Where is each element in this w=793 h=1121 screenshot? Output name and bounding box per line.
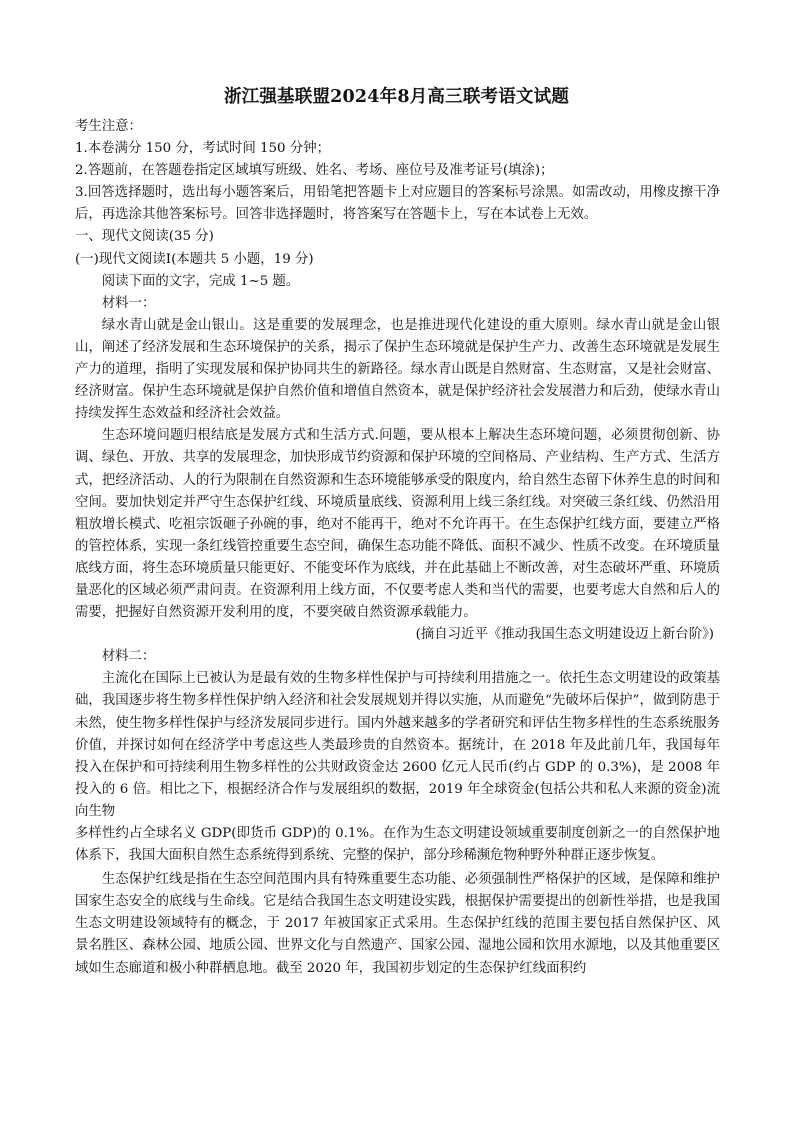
document-body: [75, 116, 720, 980]
material-paragraph: 绿水青山就是金山银山。这是重要的发展理念，也是推进现代化建设的重大原则。绿水青山就是金山银山，阐述了经济发展和生态环境保护的关系，揭示了保护生态环境就是保护生产力、改善生态环境就是发展生产力的道理，指明了实现发展和保护协同共生的新路径。绿水青山既是自然财富、生态财富，又是社会财富、经济财富。保护生态环境就是保护自然价值和增值自然资本，就是保护经济社会发展潜力和后劲，使绿水青山持续发挥生态效益和经济社会效益。: [75, 317, 720, 422]
notice-heading: 考生注意：: [75, 119, 142, 134]
material-paragraph: 生态保护红线是指在生态空间范围内具有特殊重要生态功能、必须强制性严格保护的区域，是保障和维护国家生态安全的底线与生命线。它是结合我国生态文明建设实践，根据保护需要提出的创新性举措，也是我国生态文明建设领域特有的概念，于 2017 年被国家正式采用。生态保护红线的范围主要包括自然保护区、风景名胜区、森林公园、地质公园、世界文化与自然遗产、国家公园、湿地公园和饮用水源地，以及其他重要区域如生态廊道和极小种群栖息地。截至 2020 年，我国初步划定的生态保护红线面积约: [75, 872, 720, 976]
section-heading: 一、现代文阅读(35 分): [75, 229, 214, 245]
notice-item: 3.回答选择题时，选出每小题答案后，用铅笔把答题卡上对应题目的答案标号涂黑。如需改动，用橡皮擦干净后，再选涂其他答案标号。回答非选择题时，将答案写在答题卡上，写在本试卷上无效。: [75, 185, 720, 223]
section-subheading: (一)现代文阅读Ⅰ(本题共 5 小题，19 分): [75, 251, 314, 267]
material-paragraph: 生态环境问题归根结底是发展方式和生活方式.问题，要从根本上解决生态环境问题，必须贯彻创新、协调、绿色、开放、共享的发展理念，加快形成节约资源和保护环境的空间格局、产业结构、生产方式、生活方式，把经济活动、人的行为限制在自然资源和生态环境能够承受的限度内，给自然生态留下休养生息的时间和空间。要加快划定并严守生态保护红线、环境质量底线、资源利用上线三条红线。对突破三条红线、仍然沿用粗放增长模式、吃祖宗饭砸子孙碗的事，绝对不能再干，绝对不允许再干。在生态保护红线方面，要建立严格的管控体系，实现一条红线管控重要生态空间，确保生态功能不降低、面积不减少、性质不改变。在环境质量底线方面，将生态环境质量只能更好、不能变坏作为底线，并在此基础上不断改善，对生态破坏严重、环境质量恶化的区域必须严肃问责。在资源利用上线方面，不仅要考虑人类和当代的需要，也要考虑大自然和后人的需要，把握好自然资源开发利用的度，不要突破自然资源承载能力。: [75, 428, 720, 621]
material-source: (摘自习近平《推动我国生态文明建设迈上新台阶》): [415, 627, 714, 643]
page-title: 浙江强基联盟2024年8月高三联考语文试题: [223, 87, 570, 107]
notice-item: 2.答题前，在答题卷指定区域填写班级、姓名、考场、座位号及准考证号(填涂)；: [75, 163, 554, 179]
material-paragraph: 主流化在国际上已被认为是最有效的生物多样性保护与可持续利用措施之一。依托生态文明建设的政策基础，我国逐步将生物多样性保护纳入经济和社会发展规划并得以实施，从而避免“先破坏后保护”，做到防患于未然，使生物多样性保护与经济发展同步进行。国内外越来越多的学者研究和评估生物多样性的生态系统服务价值，并探讨如何在经济学中考虑这些人类最珍贵的自然资本。据统计，在 2018 年及此前几年，我国每年投入在保护和可持续利用生物多样性的公共财政资金达 2600 亿元人民币(约占 GDP 的 0.3%)，是 2008 年投入的 6 倍。相比之下，根据经济合作与发展组织的数据，2019 年全球资金(包括公共和私人来源的资金)流向生物: [75, 671, 720, 819]
material-paragraph: 多样性约占全球名义 GDP(即货币 GDP)的 0.1%。在作为生态文明建设领域重要制度创新之一的自然保护地体系下，我国大面积自然生态系统得到系统、完整的保护，部分珍稀濒危物种野外种群正逐步恢复。: [75, 826, 720, 864]
material-label: 材料二：: [101, 649, 156, 665]
material-label: 材料一：: [101, 295, 156, 311]
reading-instruction: 阅读下面的文字，完成 1~5 题。: [101, 273, 300, 289]
notice-item: 1.本卷满分 150 分，考试时间 150 分钟；: [75, 141, 330, 157]
